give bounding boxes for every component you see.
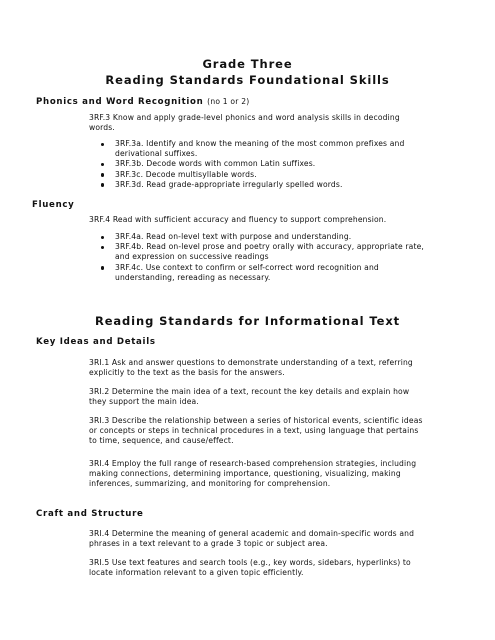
standard-paragraph: 3RI.4 Employ the full range of research-based comprehension strategies, including making connections, determining importance, questioning, visualizing, making inferences, summarizing, and monitoring for comprehension. [89,459,417,489]
standard-paragraph: 3RI.2 Determine the main idea of a text, recount the key details and explain how they support the main idea. [89,387,410,407]
list-item: 3RF.4a. Read on-level text with purpose and understanding. [101,232,431,242]
phonics-intro: 3RF.3 Know and apply grade-level phonics and word analysis skills in decoding words. [89,113,400,133]
standard-paragraph: 3RI.5 Use text features and search tools (e.g., key words, sidebars, hyperlinks) to locate information relevant to a given topic efficiently. [89,558,411,578]
craft-heading: Craft and Structure [36,509,144,519]
phonics-heading-note: (no 1 or 2) [207,97,250,106]
phonics-bullet-list [101,139,431,190]
fluency-heading: Fluency [32,200,75,210]
phonics-heading [36,97,249,107]
list-item: 3RF.3a. Identify and know the meaning of the most common prefixes and derivational suffixes. [101,139,431,159]
list-item: 3RF.3d. Read grade-appropriate irregularly spelled words. [101,180,431,190]
fluency-bullet-list [101,232,431,283]
fluency-intro: 3RF.4 Read with sufficient accuracy and fluency to support comprehension. [89,215,387,224]
key-ideas-heading: Key Ideas and Details [36,337,156,347]
list-item: 3RF.3b. Decode words with common Latin suffixes. [101,159,431,169]
title-line-1: Grade Three [202,57,293,71]
standard-paragraph: 3RI.3 Describe the relationship between a series of historical events, scientific ideas or concepts or steps in technical procedures in a text, using language that pertains to time, sequence, and cause/effect. [89,416,423,446]
informational-title: Reading Standards for Informational Text [94,314,401,328]
list-item: 3RF.3c. Decode multisyllable words. [101,170,431,180]
standard-paragraph: 3RI.1 Ask and answer questions to demonstrate understanding of a text, referring explicitly to the text as the basis for the answers. [89,358,413,378]
list-item: 3RF.4c. Use context to confirm or self-correct word recognition and understanding, rereading as necessary. [101,263,431,283]
title-line-2: Reading Standards Foundational Skills [105,73,390,87]
standard-paragraph: 3RI.4 Determine the meaning of general academic and domain-specific words and phrases in a text relevant to a grade 3 topic or subject area. [89,529,415,549]
list-item: 3RF.4b. Read on-level prose and poetry orally with accuracy, appropriate rate, and expression on successive readings [101,242,431,262]
page-title [0,56,495,88]
phonics-heading-text: Phonics and Word Recognition [36,97,204,107]
informational-title-block [0,313,495,329]
